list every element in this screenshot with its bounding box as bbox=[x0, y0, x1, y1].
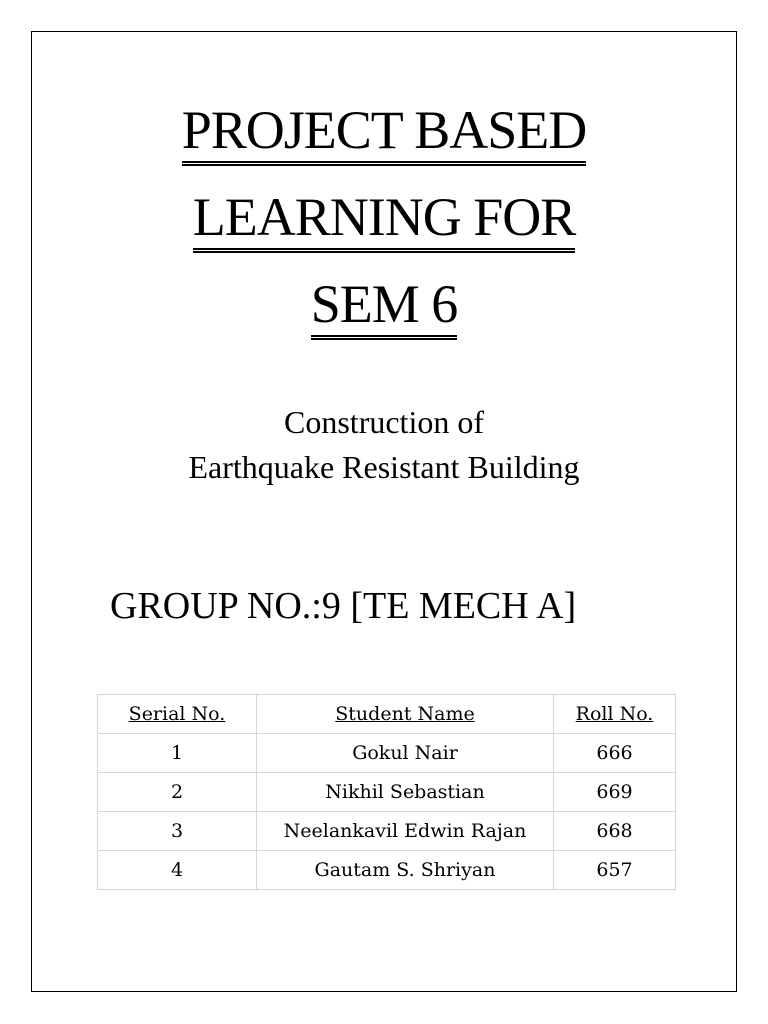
table-row bbox=[98, 812, 676, 851]
title-line-3: SEM 6 bbox=[311, 275, 458, 340]
group-heading: GROUP NO.:9 [TE MECH A] bbox=[110, 585, 577, 627]
student-table bbox=[97, 694, 676, 890]
name-cell: Gokul Nair bbox=[257, 734, 554, 773]
table-header-row bbox=[98, 695, 676, 734]
header-roll-no: Roll No. bbox=[554, 695, 676, 734]
subtitle-line-2: Earthquake Resistant Building bbox=[188, 449, 580, 485]
document-title bbox=[0, 93, 768, 354]
table-row bbox=[98, 734, 676, 773]
serial-cell: 2 bbox=[98, 773, 257, 812]
table-row bbox=[98, 773, 676, 812]
header-serial-no: Serial No. bbox=[98, 695, 257, 734]
serial-cell: 3 bbox=[98, 812, 257, 851]
roll-cell: 669 bbox=[554, 773, 676, 812]
name-cell: Gautam S. Shriyan bbox=[257, 851, 554, 890]
name-cell: Nikhil Sebastian bbox=[257, 773, 554, 812]
header-student-name: Student Name bbox=[257, 695, 554, 734]
serial-cell: 4 bbox=[98, 851, 257, 890]
title-line-2: LEARNING FOR bbox=[193, 188, 576, 253]
roll-cell: 668 bbox=[554, 812, 676, 851]
name-cell: Neelankavil Edwin Rajan bbox=[257, 812, 554, 851]
roll-cell: 666 bbox=[554, 734, 676, 773]
project-subtitle bbox=[0, 400, 768, 490]
table-row bbox=[98, 851, 676, 890]
serial-cell: 1 bbox=[98, 734, 257, 773]
subtitle-line-1: Construction of bbox=[284, 404, 484, 440]
title-line-1: PROJECT BASED bbox=[182, 101, 587, 166]
roll-cell: 657 bbox=[554, 851, 676, 890]
